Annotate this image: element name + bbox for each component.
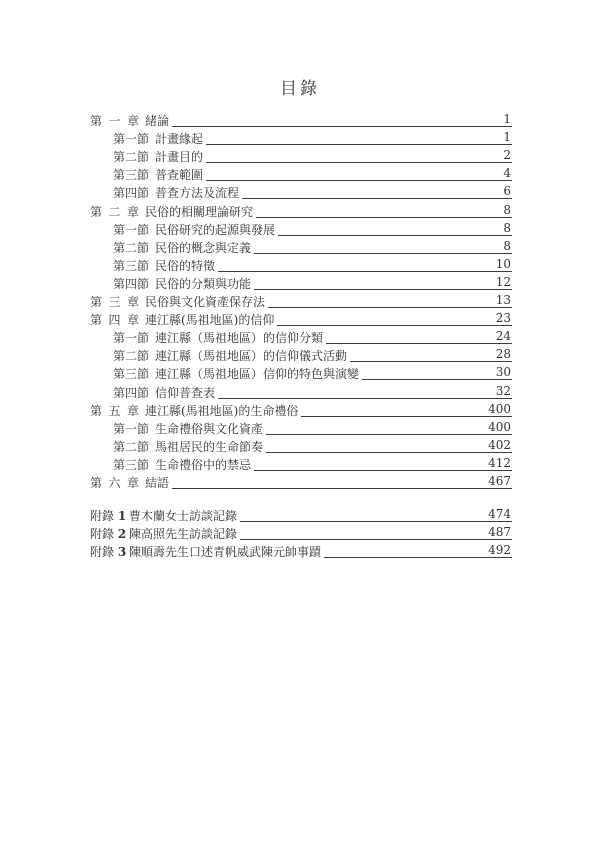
page-number: 8 [503, 238, 511, 253]
page-number: 10 [495, 256, 511, 271]
dot-leader-line [277, 312, 512, 326]
entry-title: 連江縣（馬祖地區）的信仰儀式活動 [155, 349, 348, 364]
entry-title: 計畫緣起 [155, 132, 204, 147]
entry-title: 民俗的概念與定義 [155, 240, 252, 255]
entry-title: 馬祖居民的生命節奏 [155, 439, 264, 454]
toc-row [90, 455, 512, 473]
toc-row [90, 238, 512, 256]
page-number: 28 [495, 347, 511, 362]
entry-label: 附錄 2 [90, 527, 127, 542]
dot-leader-line [218, 385, 512, 399]
document-title: 目錄 [280, 79, 320, 99]
toc-row [90, 129, 512, 147]
page-number: 492 [488, 543, 511, 558]
dot-leader-line [254, 276, 512, 290]
appendix-row [90, 542, 512, 560]
toc-row [90, 382, 512, 400]
appendix-number: 3 [117, 545, 127, 560]
entry-title: 生命禮俗中的禁忌 [155, 457, 252, 472]
dot-leader-line [350, 348, 512, 362]
entry-label: 第三節 [113, 367, 150, 382]
toc-row [90, 437, 512, 455]
entry-title: 緒論 [145, 114, 170, 129]
dot-leader-line [254, 457, 512, 471]
appendix-number: 2 [117, 527, 127, 542]
dot-leader-line [266, 439, 512, 453]
entry-label: 附錄 3 [90, 545, 127, 560]
entry-label: 第四節 [113, 385, 150, 400]
toc-row [90, 201, 512, 219]
toc-row [90, 292, 512, 310]
toc-row [90, 183, 512, 201]
toc-row [90, 364, 512, 382]
entry-title: 民俗的相關理論研究 [145, 204, 254, 219]
entry-title: 結語 [145, 475, 170, 490]
entry-title: 連江縣（馬祖地區）的信仰分類 [155, 331, 324, 346]
dot-leader-line [278, 222, 512, 236]
toc-row [90, 165, 512, 183]
entry-label: 第三節 [113, 457, 150, 472]
entry-title: 民俗研究的起源與發展 [155, 222, 276, 237]
page-number: 1 [503, 130, 511, 145]
appendix-row [90, 524, 512, 542]
toc-row [90, 147, 512, 165]
page-number: 8 [503, 202, 511, 217]
entry-label: 第 二 章 [90, 204, 139, 219]
dot-leader-line [218, 258, 512, 272]
dot-leader-line [240, 526, 512, 540]
entry-label: 第四節 [113, 186, 150, 201]
entry-title: 計畫目的 [155, 150, 204, 165]
toc-row [90, 220, 512, 238]
appendix-number: 1 [117, 509, 127, 524]
entry-label: 第一節 [113, 331, 150, 346]
page-number: 24 [495, 329, 511, 344]
toc-row [90, 346, 512, 364]
toc-row [90, 401, 512, 419]
entry-title: 連江縣(馬祖地區)的生命禮俗 [145, 403, 299, 418]
dot-leader-line [324, 544, 512, 558]
entry-label: 附錄 1 [90, 509, 127, 524]
entry-title: 曹木蘭女士訪談記錄 [129, 509, 238, 524]
page-number: 474 [488, 507, 511, 522]
entry-title: 陳順壽先生口述青帆威武陳元帥事蹟 [129, 545, 322, 560]
entry-title: 民俗的特徵 [155, 258, 216, 273]
dot-leader-line [268, 294, 512, 308]
entry-label: 第一節 [113, 222, 150, 237]
entry-label: 第 五 章 [90, 403, 139, 418]
page-number: 1 [503, 112, 511, 127]
entry-label: 第 三 章 [90, 295, 139, 310]
page-number: 4 [503, 166, 511, 181]
entry-label: 第二節 [113, 150, 150, 165]
page-number: 467 [488, 473, 511, 488]
dot-leader-line [206, 131, 512, 145]
dot-leader-line [206, 167, 512, 181]
entry-label: 第二節 [113, 439, 150, 454]
page-number: 13 [495, 293, 511, 308]
page-number: 487 [488, 525, 511, 540]
dot-leader-line [256, 204, 512, 218]
entry-label: 第一節 [113, 132, 150, 147]
toc-row [90, 274, 512, 292]
dot-leader-line [172, 475, 512, 489]
entry-title: 普查方法及流程 [155, 186, 240, 201]
dot-leader-line [326, 330, 512, 344]
page-number: 402 [488, 437, 511, 452]
page-number: 2 [503, 148, 511, 163]
dot-leader-line [254, 240, 512, 254]
entry-title: 連江縣（馬祖地區）信仰的特色與演變 [155, 367, 360, 382]
dot-leader-line [240, 508, 512, 522]
page-number: 400 [488, 401, 511, 416]
dot-leader-line [301, 403, 512, 417]
toc-row [90, 256, 512, 274]
entry-label: 第二節 [113, 349, 150, 364]
dot-leader-line [206, 149, 512, 163]
entry-label: 第四節 [113, 276, 150, 291]
entry-title: 陳高照先生訪談記錄 [129, 527, 238, 542]
toc-row [90, 473, 512, 491]
dot-leader-line [266, 421, 512, 435]
toc-row [90, 310, 512, 328]
toc-row [90, 328, 512, 346]
page-number: 32 [495, 383, 511, 398]
entry-title: 普查範圍 [155, 168, 204, 183]
appendix-row [90, 506, 512, 524]
toc-row [90, 419, 512, 437]
dot-leader-line [172, 113, 512, 127]
entry-label: 第三節 [113, 258, 150, 273]
page-number: 8 [503, 220, 511, 235]
page-number: 30 [495, 365, 511, 380]
entry-title: 民俗的分類與功能 [155, 276, 252, 291]
page-number: 6 [503, 184, 511, 199]
dot-leader-line [362, 366, 512, 380]
entry-label: 第 一 章 [90, 114, 139, 129]
entry-label: 第 四 章 [90, 313, 139, 328]
toc-list [90, 111, 512, 560]
page-number: 12 [495, 274, 511, 289]
toc-row [90, 111, 512, 129]
entry-label: 第 六 章 [90, 475, 139, 490]
entry-label: 第二節 [113, 240, 150, 255]
entry-title: 信仰普查表 [155, 385, 216, 400]
entry-title: 民俗與文化資產保存法 [145, 295, 266, 310]
entry-label: 第一節 [113, 421, 150, 436]
entry-title: 生命禮俗與文化資產 [155, 421, 264, 436]
dot-leader-line [242, 185, 512, 199]
page-number: 23 [495, 311, 511, 326]
page-number: 412 [488, 455, 511, 470]
page-number: 400 [488, 419, 511, 434]
entry-title: 連江縣(馬祖地區)的信仰 [145, 313, 275, 328]
entry-label: 第三節 [113, 168, 150, 183]
